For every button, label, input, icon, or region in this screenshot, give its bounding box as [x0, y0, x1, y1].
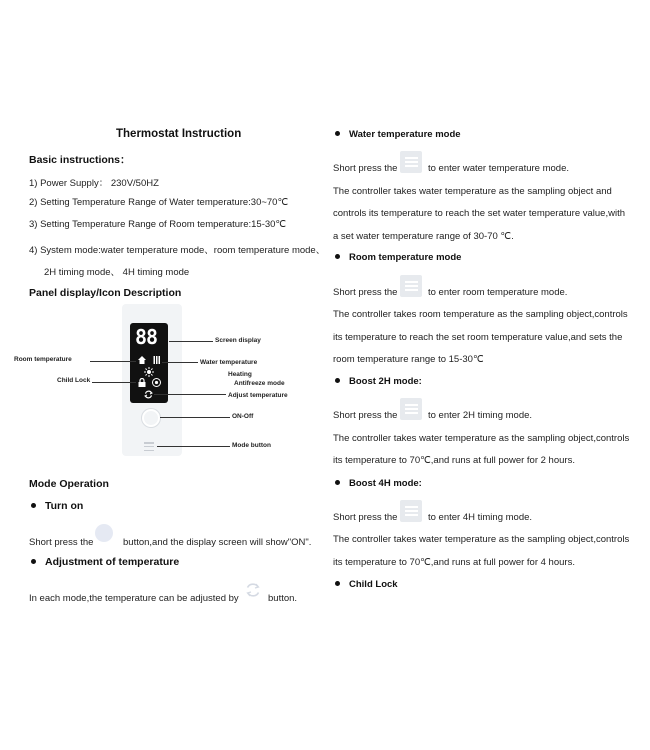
mode-button-icon: [400, 151, 422, 173]
room-mode-line-1: The controller takes room temperature as the sampling object,controls: [333, 309, 628, 320]
water-mode-line-1: The controller takes water temperature as the sampling object and: [333, 186, 612, 197]
bullet: [335, 254, 340, 259]
room-mode-line-2: its temperature to reach the set room temperature value,and sets the: [333, 332, 623, 343]
room-mode-press-post: to enter room temperature mode.: [428, 287, 568, 298]
room-mode-line-3: room temperature range to 15-30℃: [333, 354, 484, 365]
leader-mode-button: [157, 446, 230, 447]
boost2h-heading: [335, 376, 422, 387]
snowflake-icon: [152, 378, 161, 387]
basic-item-3: 3) Setting Temperature Range of Room temperature:15-30℃: [29, 219, 287, 230]
room-mode-heading: [335, 252, 461, 263]
bullet: [31, 503, 36, 508]
lock-icon: [138, 378, 146, 387]
on-off-button[interactable]: [142, 409, 160, 427]
label-on-off: ON-Off: [232, 413, 254, 420]
basic-item-2: 2) Setting Temperature Range of Water temperature:30~70℃: [29, 197, 289, 208]
boost4h-press-post: to enter 4H timing mode.: [428, 512, 533, 523]
bullet: [31, 559, 36, 564]
child-lock-heading: [335, 579, 398, 590]
adjust-text-pre: In each mode,the temperature can be adjusted by: [29, 593, 239, 604]
bullet: [335, 131, 340, 136]
label-water-temperature: Water temperature: [200, 359, 258, 366]
leader-screen-display: [169, 341, 213, 342]
mode-button-icon: [400, 398, 422, 420]
bullet: [335, 378, 340, 383]
boost4h-press-pre: Short press the: [333, 512, 398, 523]
leader-room-temperature: [90, 361, 136, 362]
leader-child-lock: [92, 382, 136, 383]
label-antifreeze-mode: Antifreeze mode: [234, 380, 285, 387]
boost4h-line-1: The controller takes water temperature as the sampling object,controls: [333, 534, 630, 545]
water-mode-line-2: controls its temperature to reach the set water temperature value,with: [333, 208, 625, 219]
panel-description-heading: Panel display/Icon Description: [29, 287, 182, 299]
basic-instructions-heading: Basic instructions：: [29, 154, 131, 166]
mode-button[interactable]: [144, 442, 154, 451]
boost4h-line-2: its temperature to 70℃,and runs at full power for 4 hours.: [333, 557, 575, 568]
boost4h-heading-text: Boost 4H mode:: [349, 478, 422, 489]
adjust-text-post: button.: [268, 593, 298, 604]
turn-on-text-post: button,and the display screen will show"ON".: [123, 537, 312, 548]
bullet: [335, 581, 340, 586]
basic-item-4: 4) System mode:water temperature mode、room temperature mode、: [29, 245, 326, 256]
room-mode-heading-text: Room temperature mode: [349, 252, 462, 263]
screen-digits: 88: [135, 325, 158, 349]
mode-operation-heading: Mode Operation: [29, 478, 109, 490]
refresh-icon: [144, 390, 153, 399]
room-mode-press-pre: Short press the: [333, 287, 398, 298]
leader-adjust-temperature: [154, 394, 226, 395]
bullet: [335, 480, 340, 485]
leader-water-temperature: [162, 362, 198, 363]
basic-item-1: 1) Power Supply： 230V/50HZ: [29, 178, 159, 189]
basic-item-4-cont: 2H timing mode、 4H timing mode: [44, 267, 190, 278]
water-mode-press-post: to enter water temperature mode.: [428, 163, 569, 174]
document-title: Thermostat Instruction: [116, 128, 242, 140]
boost2h-line-1: The controller takes water temperature as the sampling object,controls: [333, 433, 630, 444]
power-button-icon: [95, 524, 113, 542]
boost2h-press-post: to enter 2H timing mode.: [428, 410, 533, 421]
boost2h-press-pre: Short press the: [333, 410, 398, 421]
boost2h-line-2: its temperature to 70℃,and runs at full power for 2 hours.: [333, 455, 575, 466]
water-mode-heading: [335, 129, 461, 140]
boost2h-heading-text: Boost 2H mode:: [349, 376, 422, 387]
water-mode-press-pre: Short press the: [333, 163, 398, 174]
mode-button-icon: [400, 500, 422, 522]
turn-on-heading: [31, 500, 83, 512]
water-icon: [153, 356, 160, 364]
label-mode-button: Mode button: [232, 442, 271, 449]
label-adjust-temperature: Adjust temperature: [228, 392, 288, 399]
label-room-temperature: Room temperature: [14, 356, 72, 363]
label-child-lock: Child Lock: [57, 377, 91, 384]
label-heating: Heating: [228, 371, 252, 378]
turn-on-heading-text: Turn on: [45, 500, 84, 512]
turn-on-text-pre: Short press the: [29, 537, 94, 548]
mode-button-icon: [400, 275, 422, 297]
boost4h-heading: [335, 478, 422, 489]
water-mode-line-3: a set water temperature range of 30-70 ℃.: [333, 231, 514, 242]
adjust-heading-text: Adjustment of temperature: [45, 556, 180, 568]
label-screen-display: Screen display: [215, 337, 261, 344]
house-icon: [138, 356, 146, 364]
adjust-heading: [31, 556, 179, 568]
leader-on-off: [160, 417, 230, 418]
child-lock-heading-text: Child Lock: [349, 579, 398, 590]
water-mode-heading-text: Water temperature mode: [349, 129, 461, 140]
adjust-temperature-icon: [243, 580, 263, 600]
sun-icon: [144, 367, 154, 377]
